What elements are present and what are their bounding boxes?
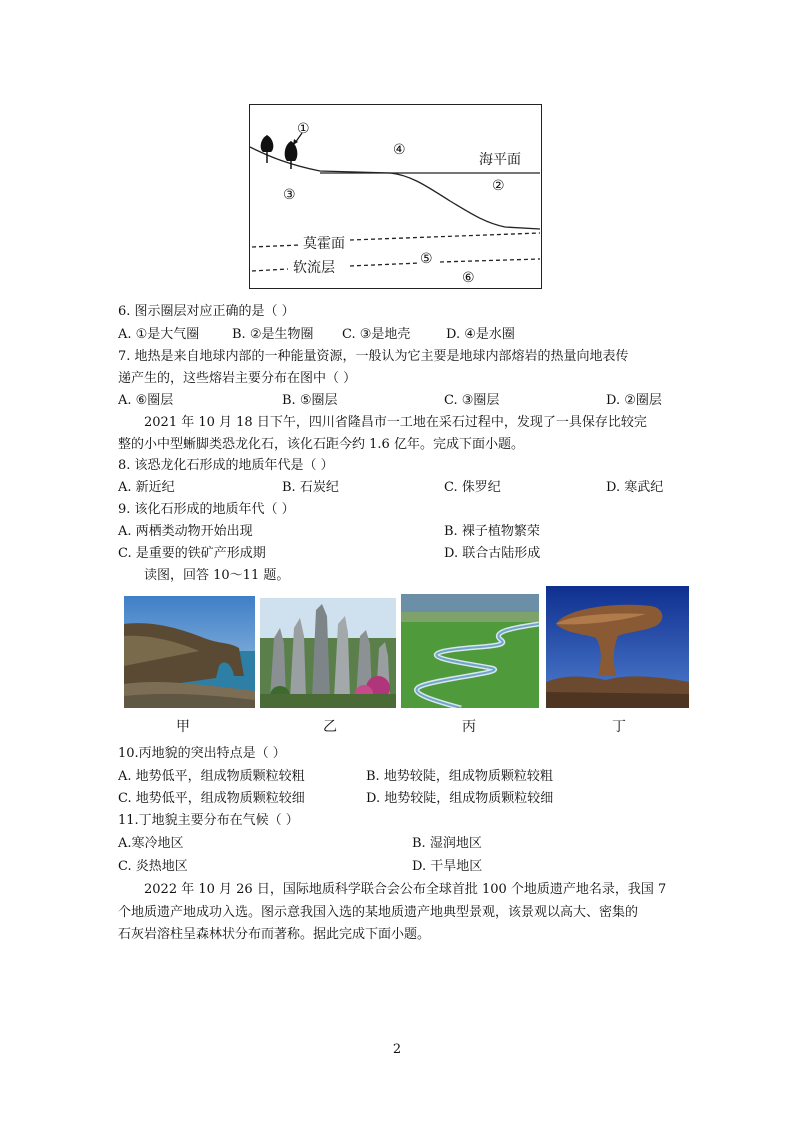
q7-option-b: B. ⑤圈层 xyxy=(282,393,338,408)
q10-option-b: B. 地势较陡，组成物质颗粒较粗 xyxy=(366,769,553,784)
label-circle-4: ④ xyxy=(393,142,406,158)
q11-option-a: A.寒冷地区 xyxy=(118,836,184,851)
page-number: 2 xyxy=(392,1042,402,1057)
earth-spheres-diagram xyxy=(249,104,542,289)
moho-line-right xyxy=(350,233,540,240)
label-moho: 莫霍面 xyxy=(303,236,345,252)
photo-bing-meander-plain xyxy=(401,594,539,708)
photo-yi-stone-forest xyxy=(260,598,396,708)
q10-stem: 10.丙地貌的突出特点是（ ） xyxy=(118,746,286,761)
passage2-line2: 个地质遗产地成功入选。图示意我国入选的某地质遗产地典型景观，该景观以高大、密集的 xyxy=(118,905,639,920)
q7-stem-line2: 递产生的，这些熔岩主要分布在图中（ ） xyxy=(118,371,357,386)
q11-option-d: D. 干旱地区 xyxy=(412,859,483,874)
caption-yi: 乙 xyxy=(323,719,337,735)
q8-option-c: C. 侏罗纪 xyxy=(444,480,501,495)
caption-jia: 甲 xyxy=(176,719,190,735)
label-sea-level: 海平面 xyxy=(479,152,521,168)
label-asthenosphere: 软流层 xyxy=(293,260,335,276)
q9-option-a: A. 两栖类动物开始出现 xyxy=(118,524,253,539)
q11-stem: 11.丁地貌主要分布在气候（ ） xyxy=(118,813,299,828)
photo-jia-sea-arch xyxy=(124,596,255,708)
q9-stem: 9. 该化石形成的地质年代（ ） xyxy=(118,502,295,517)
q8-stem: 8. 该恐龙化石形成的地质年代是（ ） xyxy=(118,458,334,473)
caption-ding: 丁 xyxy=(612,719,626,735)
q7-option-c: C. ③圈层 xyxy=(444,393,500,408)
q8-option-d: D. 寒武纪 xyxy=(606,480,664,495)
q10-option-a: A. 地势低平，组成物质颗粒较粗 xyxy=(118,769,305,784)
intro-10-11: 读图，回答 10～11 题。 xyxy=(144,568,290,583)
label-circle-3: ③ xyxy=(283,187,296,203)
asthenosphere-line-mid xyxy=(350,263,420,266)
photo-ding-mushroom-rock xyxy=(546,586,689,708)
asthenosphere-line-left xyxy=(252,269,288,271)
passage1-line1: 2021 年 10 月 18 日下午，四川省隆昌市一工地在采石过程中，发现了一具保存比较完 xyxy=(144,415,647,430)
passage2-line1: 2022 年 10 月 26 日，国际地质科学联合会公布全球首批 100 个地质遗产地名录，我国 7 xyxy=(144,882,667,897)
label-circle-6: ⑥ xyxy=(462,270,475,286)
label-circle-1: ① xyxy=(297,121,310,137)
q7-option-d: D. ②圈层 xyxy=(606,393,662,408)
q9-option-c: C. 是重要的铁矿产形成期 xyxy=(118,546,266,561)
moho-line-left xyxy=(252,245,300,247)
q8-option-a: A. 新近纪 xyxy=(118,480,175,495)
label-circle-2: ② xyxy=(492,178,505,194)
label-circle-5: ⑤ xyxy=(420,251,433,267)
q6-option-a: A. ①是大气圈 xyxy=(118,327,200,342)
q9-option-b: B. 裸子植物繁荣 xyxy=(444,524,540,539)
passage1-line2: 整的小中型蜥脚类恐龙化石，该化石距今约 1.6 亿年。完成下面小题。 xyxy=(118,437,524,452)
q6-option-b: B. ②是生物圈 xyxy=(232,327,314,342)
q7-option-a: A. ⑥圈层 xyxy=(118,393,174,408)
asthenosphere-line-right xyxy=(440,259,540,262)
q9-option-d: D. 联合古陆形成 xyxy=(444,546,541,561)
q11-option-c: C. 炎热地区 xyxy=(118,859,188,874)
q6-option-c: C. ③是地壳 xyxy=(342,327,411,342)
q7-stem-line1: 7. 地热是来自地球内部的一种能量资源，一般认为它主要是地球内部熔岩的热量向地表传 xyxy=(118,349,629,364)
q10-option-d: D. 地势较陡，组成物质颗粒较细 xyxy=(366,791,554,806)
q11-option-b: B. 湿润地区 xyxy=(412,836,482,851)
tree-icon xyxy=(261,135,274,163)
q6-option-d: D. ④是水圈 xyxy=(446,327,515,342)
passage2-line3: 石灰岩溶柱呈森林状分布而著称。据此完成下面小题。 xyxy=(118,927,431,942)
q8-option-b: B. 石炭纪 xyxy=(282,480,339,495)
q6-stem: 6. 图示圈层对应正确的是（ ） xyxy=(118,304,295,319)
caption-bing: 丙 xyxy=(462,719,476,735)
q10-option-c: C. 地势低平，组成物质颗粒较细 xyxy=(118,791,305,806)
